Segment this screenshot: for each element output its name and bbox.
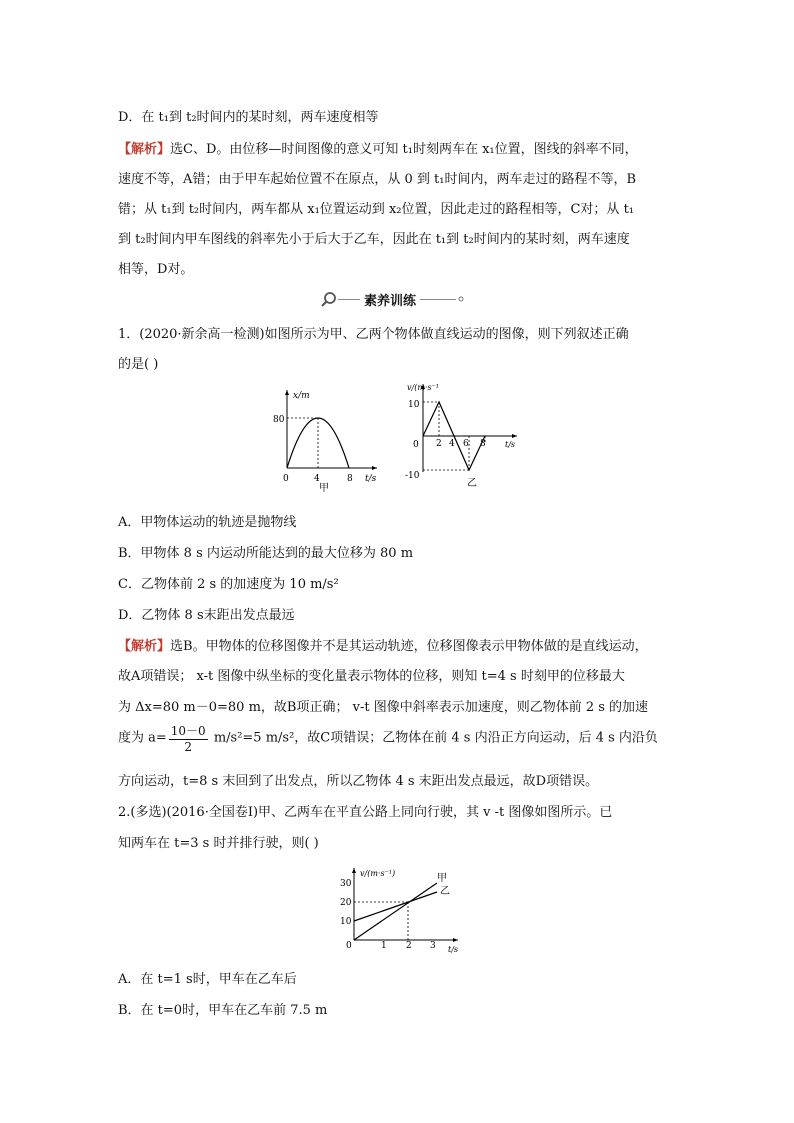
analysis-text: 选B。甲物体的位移图像并不是其运动轨迹，位移图像表示甲物体做的是直线运动， [170, 639, 648, 654]
x-tick-8: 8 [347, 474, 353, 484]
x-tick-3: 3 [430, 941, 436, 951]
x-tick-2: 2 [436, 439, 442, 449]
top-analysis-line-2: 速度不等，A错；由于甲车起始位置不在原点，从 0 到 t₁时间内，两车走过的路程不等，B [118, 172, 637, 187]
x-tick-4: 4 [449, 439, 455, 449]
fraction [169, 722, 208, 754]
q1-option-a: A．甲物体运动的轨迹是抛物线 [118, 515, 297, 530]
x-tick-8: 8 [480, 439, 486, 449]
q2-stem-line-1: 2.(多选)(2016·全国卷Ⅰ)甲、乙两车在平直公路上同向行驶，其 v -t 图像如图所示。已 [118, 805, 613, 820]
label-yi: 乙 [440, 886, 450, 897]
q2-option-b: B．在 t=0时，甲车在乙车前 7.5 m [118, 1003, 328, 1018]
q1-option-d: D．乙物体 8 s末距出发点最远 [118, 608, 295, 623]
magnifier-icon [320, 291, 338, 309]
q1-analysis-line-4: 度为 a= $\frac{10-0}{2}$ m/s²=5 m/s²，故C项错误；乙物体在前 4 s 内沿正方向运动，后 4 s 内沿负 [118, 724, 658, 754]
top-analysis-line-1 [118, 138, 638, 157]
x-tick-4: 4 [314, 474, 320, 484]
x-tick-0: 0 [283, 474, 289, 484]
q1-stem-line-2: 的是( ) [118, 357, 159, 372]
y-tick-0: 0 [413, 440, 419, 450]
y-tick-20: 20 [340, 898, 352, 908]
label-jia: 甲 [437, 873, 447, 884]
figure-jia [265, 386, 385, 494]
q1-analysis-line-2: 故A项错误； x-t 图像中纵坐标的变化量表示物体的位移，则知 t=4 s 时刻甲的位移最大 [118, 669, 625, 684]
y-tick-10: 10 [340, 917, 352, 927]
q1-stem-line-1: 1．(2020·新余高一检测)如图所示为甲、乙两个物体做直线运动的图像，则下列叙述正确 [118, 327, 629, 342]
line-yi [354, 892, 437, 921]
line-jia [354, 883, 437, 940]
top-analysis-line-5: 相等，D对。 [118, 262, 194, 277]
y-tick-30: 30 [340, 879, 352, 889]
x-axis-label: t/s [365, 474, 377, 484]
section-banner [320, 288, 470, 310]
figure-caption: 乙 [467, 478, 477, 489]
q1-analysis-line-1 [118, 635, 648, 654]
y-axis-label: v/(m·s⁻¹ [407, 383, 439, 392]
q1-analysis-line-5: 方向运动，t=8 s 末回到了出发点，所以乙物体 4 s 末距出发点最远，故D项错误。 [118, 774, 599, 789]
x-tick-0: 0 [346, 941, 352, 951]
y-axis-label: x/m [293, 391, 310, 401]
fraction-denominator: 2 [184, 740, 193, 754]
figure-caption: 甲 [319, 483, 329, 494]
figure-yi [405, 380, 530, 492]
x-tick-1: 1 [381, 941, 387, 951]
x-tick-2: 2 [406, 941, 412, 951]
y-axis-label: v/(m·s⁻¹) [360, 869, 396, 878]
top-option-d: D．在 t₁到 t₂时间内的某时刻，两车速度相等 [118, 110, 379, 125]
q1-analysis-line-3: 为 Δx=80 m－0=80 m，故B项正确； v-t 图像中斜率表示加速度，则乙物体前 2 s 的加速 [118, 700, 649, 715]
fraction-numerator: 10－0 [170, 724, 206, 738]
y-tick-10: 10 [408, 400, 420, 410]
top-analysis-line-4: 到 t₂时间内甲车图线的斜率先小于后大于乙车，因此在 t₁到 t₂时间内的某时刻，两车速度 [118, 232, 630, 247]
analysis-text: 选C、D。由位移—时间图像的意义可知 t₁时刻两车在 x₁位置，图线的斜率不同， [170, 142, 638, 157]
y-tick-80: 80 [273, 415, 285, 425]
sparkle-icon [456, 294, 466, 304]
top-analysis-line-3: 错；从 t₁到 t₂时间内，两车都从 x₁位置运动到 x₂位置，因此走过的路程相等，C对；从 t₁ [118, 202, 635, 217]
q2-option-a: A．在 t=1 s时，甲车在乙车后 [118, 972, 297, 987]
q2-stem-line-2: 知两车在 t=3 s 时并排行驶，则( ) [118, 836, 319, 851]
x-tick-6: 6 [463, 439, 469, 449]
q1-option-c: C．乙物体前 2 s 的加速度为 10 m/s² [118, 577, 339, 592]
x-axis-label: t/s [505, 440, 516, 449]
y-tick-minus10: -10 [405, 471, 420, 481]
figure-q2 [336, 864, 471, 956]
q1-option-b: B．甲物体 8 s 内运动所能达到的最大位移为 80 m [118, 546, 414, 561]
x-axis-label: t/s [448, 945, 459, 954]
analysis-tag: 【解析】 [118, 142, 171, 157]
section-title: 素养训练 [360, 290, 420, 309]
analysis-tag: 【解析】 [118, 639, 171, 654]
